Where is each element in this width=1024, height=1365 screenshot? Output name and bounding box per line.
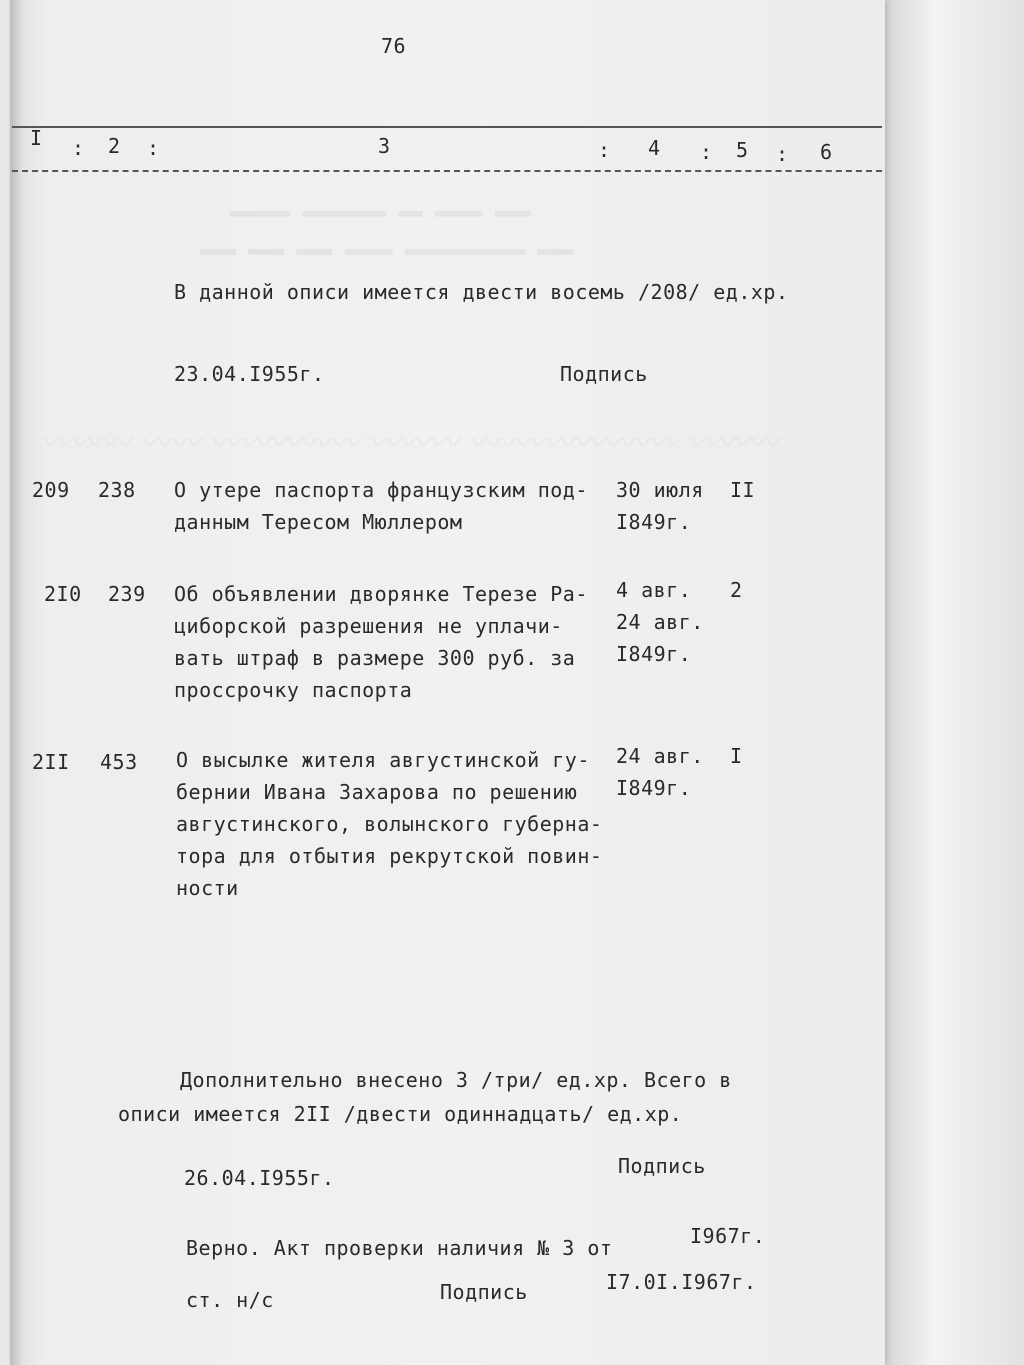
- entry-dates: [616, 574, 704, 670]
- entry-date-line: I849г.: [616, 776, 692, 800]
- entry-title-line: данным Тересом Мюллером: [174, 510, 463, 534]
- header-bottom-rule: [12, 170, 882, 172]
- entry-old-number: 453: [100, 750, 138, 774]
- bleed-through: ▬▬▬▬▬ ▬▬▬▬▬▬▬ ▬▬ ▬▬▬▬ ▬▬▬: [230, 200, 532, 224]
- entry-title-line: бернии Ивана Захарова по решению: [176, 780, 578, 804]
- summary-total-statement: В данной описи имеется двести восемь /208/ ед.хр.: [174, 280, 789, 304]
- header-col-5: 5: [736, 138, 749, 162]
- header-top-rule: [12, 126, 882, 128]
- entry-title-line: тора для отбытия рекрутской повин-: [176, 844, 603, 868]
- header-separator: :: [147, 136, 160, 160]
- entry-title: [174, 474, 588, 538]
- entry-title-line: ности: [176, 876, 239, 900]
- additional-date: 26.04.I955г.: [184, 1166, 335, 1190]
- entry-sheet-count: 2: [730, 578, 743, 602]
- entry-date-line: 30 июля: [616, 478, 704, 502]
- summary-date: 23.04.I955г.: [174, 362, 325, 386]
- entry-title-line: Об объявлении дворянке Терезе Ра-: [174, 582, 588, 606]
- entry-date-line: 4 авг.: [616, 578, 692, 602]
- entry-title-line: О высылке жителя августинской гу-: [176, 748, 590, 772]
- entry-dates: [616, 740, 704, 804]
- verification-statement: Верно. Акт проверки наличия № 3 от: [186, 1236, 613, 1260]
- entry-sheet-count: I: [730, 744, 743, 768]
- header-col-4: 4: [648, 136, 661, 160]
- entry-title-line: проссрочку паспорта: [174, 678, 413, 702]
- verification-position: ст. н/с: [186, 1288, 274, 1312]
- additional-total-line-1: Дополнительно внесено 3 /три/ ед.хр. Всего в: [180, 1068, 732, 1092]
- header-separator: :: [776, 142, 789, 166]
- header-separator: :: [598, 138, 611, 162]
- page-number: 76: [381, 34, 407, 58]
- entry-title-line: О утере паспорта французским под-: [174, 478, 588, 502]
- entry-title: [176, 744, 602, 904]
- entry-number: 2II: [32, 750, 70, 774]
- entry-title-line: циборской разрешения не уплачи-: [174, 614, 563, 638]
- entry-title-line: августинского, волынского губерна-: [176, 812, 603, 836]
- header-separator: :: [700, 140, 713, 164]
- bleed-through: ▬▬▬ ▬▬▬ ▬▬▬ ▬▬▬▬ ▬▬▬▬▬▬▬▬▬▬ ▬▬▬: [200, 238, 574, 262]
- adjacent-page: [885, 0, 1024, 1365]
- additional-signature: Подпись: [618, 1154, 706, 1178]
- entry-title: [174, 578, 588, 706]
- entry-date-line: 24 авг.: [616, 610, 704, 634]
- entry-old-number: 238: [98, 478, 136, 502]
- entry-number: 209: [32, 478, 70, 502]
- entry-date-line: 24 авг.: [616, 744, 704, 768]
- entry-title-line: вать штраф в размере 300 руб. за: [174, 646, 576, 670]
- additional-total-line-2: описи имеется 2II /двести одиннадцать/ ед.хр.: [118, 1102, 683, 1126]
- entry-old-number: 239: [108, 582, 146, 606]
- header-separator: :: [72, 136, 85, 160]
- header-col-3: 3: [378, 134, 391, 158]
- page-binding: [10, 0, 22, 1365]
- entry-number: 2I0: [44, 582, 82, 606]
- header-col-6: 6: [820, 140, 833, 164]
- header-col-1: I: [30, 126, 43, 150]
- entry-sheet-count: II: [730, 478, 756, 502]
- entry-date-line: I849г.: [616, 510, 692, 534]
- entry-dates: [616, 474, 704, 538]
- verification-date: I7.0I.I967г.: [606, 1270, 757, 1294]
- entry-date-line: I849г.: [616, 642, 692, 666]
- bleed-through-handwriting: 〰〰〰 〰〰 〰〰〰〰〰 〰〰〰 〰〰〰〰〰〰〰 〰〰〰: [40, 426, 778, 461]
- header-col-2: 2: [108, 134, 121, 158]
- verification-signature: Подпись: [440, 1280, 528, 1304]
- verification-year: I967г.: [690, 1224, 766, 1248]
- summary-signature: Подпись: [560, 362, 648, 386]
